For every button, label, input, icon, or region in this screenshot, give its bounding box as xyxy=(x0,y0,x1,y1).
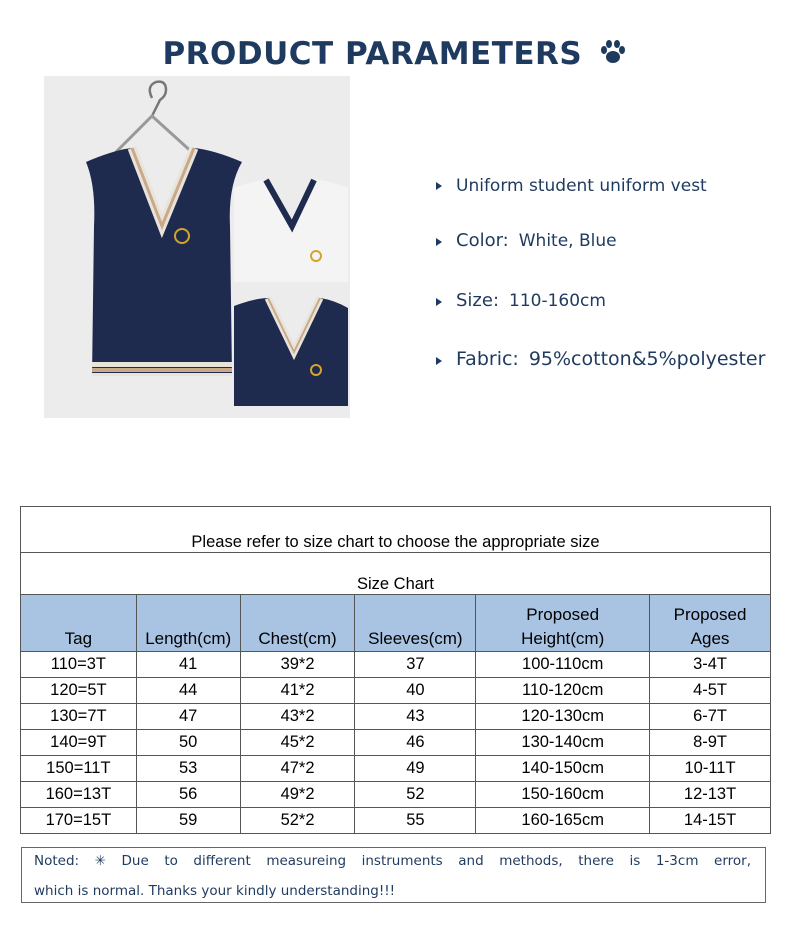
size-chart-table xyxy=(20,506,771,834)
page-title-text: PRODUCT PARAMETERS xyxy=(162,36,583,72)
table-cell: 6-7T xyxy=(650,704,771,730)
column-header: Proposed Ages xyxy=(650,595,771,652)
table-cell: 12-13T xyxy=(650,782,771,808)
table-cell: 52 xyxy=(355,782,476,808)
note-box xyxy=(21,847,766,903)
param-item xyxy=(436,176,707,196)
triangle-bullet-icon xyxy=(436,357,442,365)
table-cell: 49*2 xyxy=(240,782,355,808)
table-row xyxy=(21,652,771,678)
table-cell: 47*2 xyxy=(240,756,355,782)
table-row xyxy=(21,808,771,834)
color-label: Color: xyxy=(456,230,509,251)
column-header: Proposed Height(cm) xyxy=(476,595,650,652)
table-cell: 170=15T xyxy=(21,808,137,834)
triangle-bullet-icon xyxy=(436,298,442,306)
note-line-1: Noted: ✳ Due to different measureing instruments and methods, there is 1-3cm error, xyxy=(34,853,751,869)
paw-icon xyxy=(598,37,628,75)
table-cell: 56 xyxy=(136,782,240,808)
size-value: 110-160cm xyxy=(509,291,606,311)
table-cell: 43*2 xyxy=(240,704,355,730)
table-cell: 100-110cm xyxy=(476,652,650,678)
table-cell: 49 xyxy=(355,756,476,782)
note-line-2: which is normal. Thanks your kindly understanding!!! xyxy=(34,883,396,899)
table-row xyxy=(21,678,771,704)
table-cell: 120=5T xyxy=(21,678,137,704)
table-cell: 50 xyxy=(136,730,240,756)
table-cell: 52*2 xyxy=(240,808,355,834)
size-intro-row xyxy=(21,507,771,553)
table-cell: 45*2 xyxy=(240,730,355,756)
table-cell: 44 xyxy=(136,678,240,704)
table-cell: 39*2 xyxy=(240,652,355,678)
param-fabric xyxy=(436,348,765,370)
triangle-bullet-icon xyxy=(436,182,442,190)
table-cell: 140-150cm xyxy=(476,756,650,782)
table-row xyxy=(21,704,771,730)
color-value: White, Blue xyxy=(518,231,617,251)
table-cell: 130=7T xyxy=(21,704,137,730)
column-header-row xyxy=(21,595,771,652)
table-row xyxy=(21,756,771,782)
table-cell: 150=11T xyxy=(21,756,137,782)
product-photo xyxy=(44,76,350,418)
fabric-label: Fabric: xyxy=(456,348,519,370)
table-cell: 160-165cm xyxy=(476,808,650,834)
table-cell: 110=3T xyxy=(21,652,137,678)
table-cell: 3-4T xyxy=(650,652,771,678)
size-intro: Please refer to size chart to choose the appropriate size xyxy=(21,507,771,553)
column-header: Length(cm) xyxy=(136,595,240,652)
table-cell: 55 xyxy=(355,808,476,834)
page-title xyxy=(0,36,790,75)
table-cell: 120-130cm xyxy=(476,704,650,730)
table-cell: 140=9T xyxy=(21,730,137,756)
table-cell: 47 xyxy=(136,704,240,730)
size-title-row xyxy=(21,553,771,595)
table-cell: 160=13T xyxy=(21,782,137,808)
table-cell: 14-15T xyxy=(650,808,771,834)
column-header: Tag xyxy=(21,595,137,652)
table-cell: 130-140cm xyxy=(476,730,650,756)
table-cell: 150-160cm xyxy=(476,782,650,808)
table-cell: 59 xyxy=(136,808,240,834)
triangle-bullet-icon xyxy=(436,238,442,246)
table-cell: 37 xyxy=(355,652,476,678)
table-cell: 46 xyxy=(355,730,476,756)
table-cell: 4-5T xyxy=(650,678,771,704)
param-color xyxy=(436,230,617,251)
table-cell: 43 xyxy=(355,704,476,730)
table-row xyxy=(21,782,771,808)
table-cell: 41*2 xyxy=(240,678,355,704)
fabric-value: 95%cotton&5%polyester xyxy=(528,348,766,370)
table-row xyxy=(21,730,771,756)
table-cell: 10-11T xyxy=(650,756,771,782)
table-cell: 41 xyxy=(136,652,240,678)
size-chart-title: Size Chart xyxy=(21,553,771,595)
param-item-text: Uniform student uniform vest xyxy=(456,176,707,196)
table-cell: 53 xyxy=(136,756,240,782)
table-cell: 40 xyxy=(355,678,476,704)
size-label: Size: xyxy=(456,290,500,311)
column-header: Chest(cm) xyxy=(240,595,355,652)
column-header: Sleeves(cm) xyxy=(355,595,476,652)
table-cell: 110-120cm xyxy=(476,678,650,704)
table-cell: 8-9T xyxy=(650,730,771,756)
param-size xyxy=(436,290,606,311)
